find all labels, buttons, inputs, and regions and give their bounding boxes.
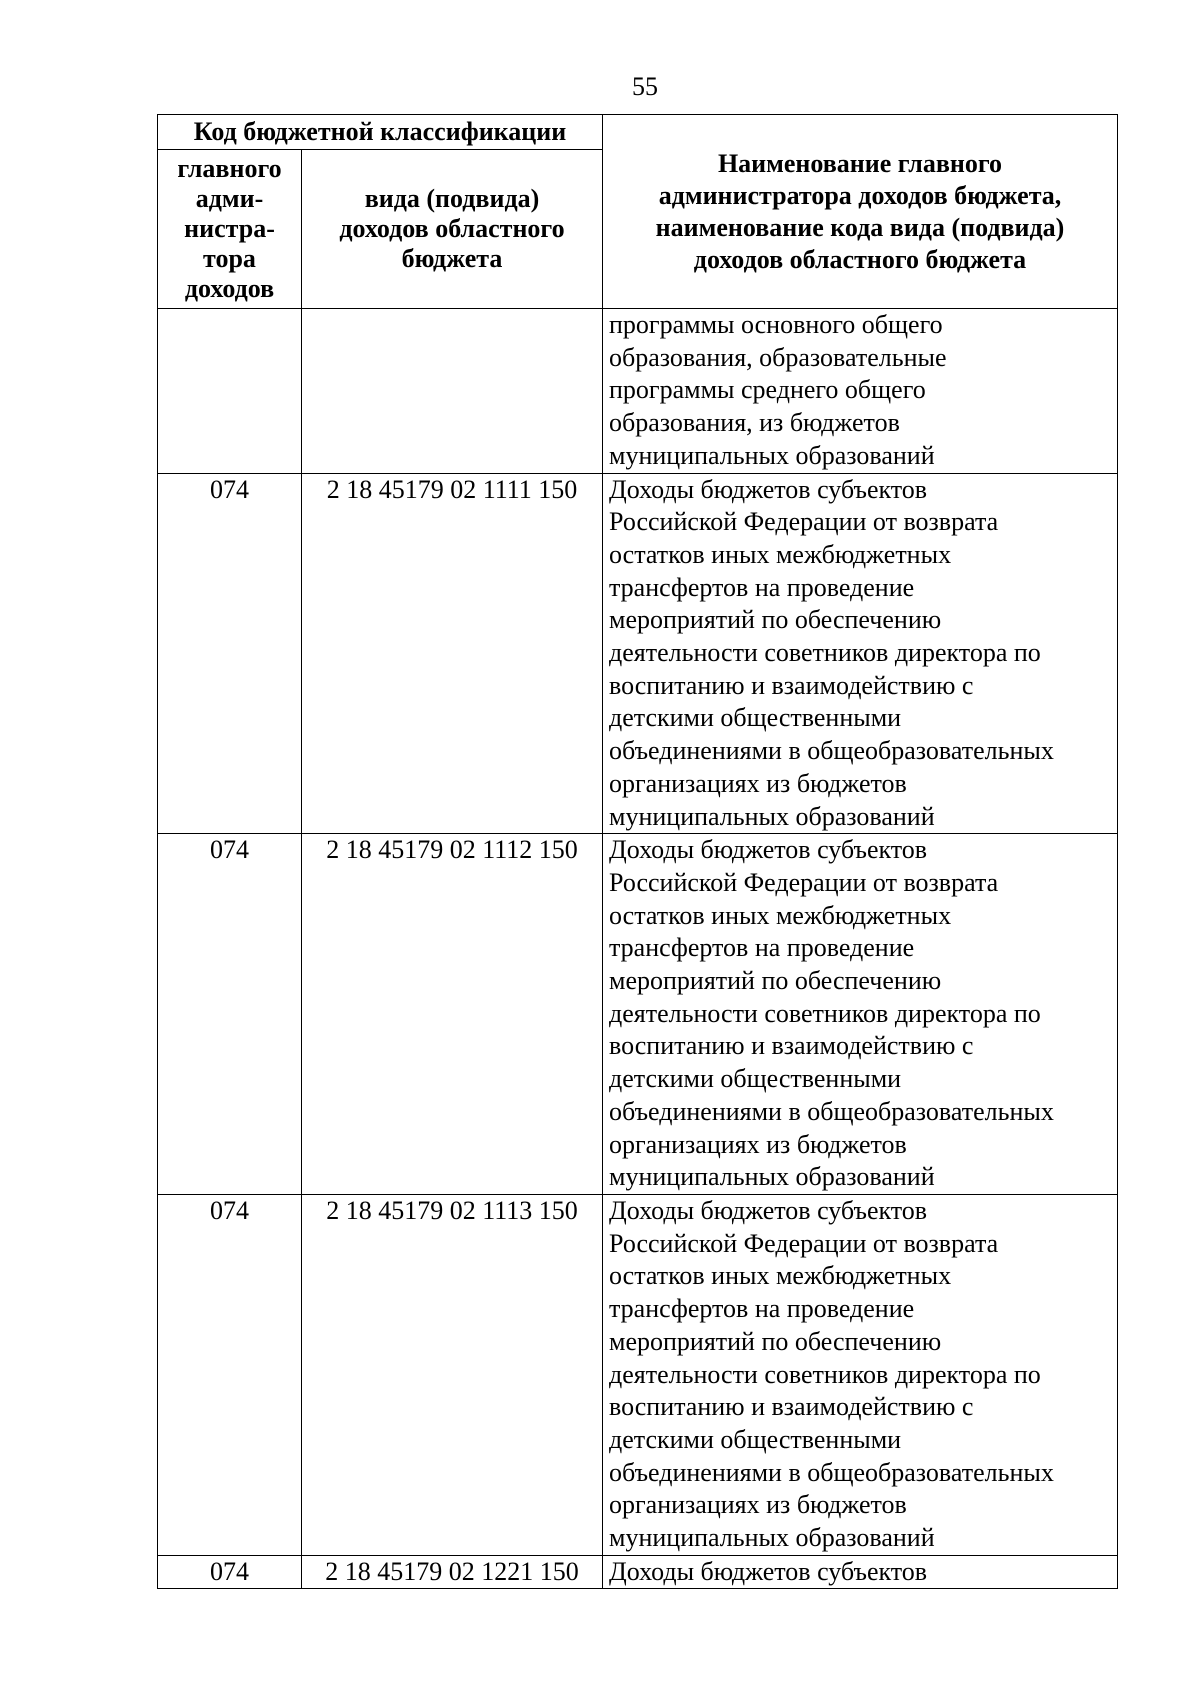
description-line: муниципальных образований xyxy=(609,801,935,831)
description-line: организациях из бюджетов xyxy=(609,1490,907,1520)
header-name-line: администратора доходов бюджета, xyxy=(658,180,1062,210)
description-line: остатков иных межбюджетных xyxy=(609,900,952,930)
description-line: деятельности советников директора по xyxy=(609,638,1041,668)
income-code-cell: 2 18 45179 02 1113 150 xyxy=(302,1194,603,1555)
table-body xyxy=(158,309,1118,1589)
admin-code-cell xyxy=(158,309,302,474)
description-line: детскими общественными xyxy=(609,703,902,733)
description-line: объединениями в общеобразовательных xyxy=(609,1096,1054,1126)
description-cell xyxy=(603,309,1118,474)
description-line: объединениями в общеобразовательных xyxy=(609,736,1054,766)
header-code-line: доходов областного xyxy=(339,214,565,243)
budget-classification-table xyxy=(157,114,1118,1589)
description-line: деятельности советников директора по xyxy=(609,1359,1041,1389)
table-header xyxy=(158,115,1118,309)
header-code-line: вида (подвида) xyxy=(364,184,540,213)
header-code-column xyxy=(302,150,603,309)
description-line: образования, из бюджетов xyxy=(609,408,900,438)
description-line: Доходы бюджетов субъектов xyxy=(609,835,928,865)
table-row xyxy=(158,1194,1118,1555)
income-code-cell: 2 18 45179 02 1221 150 xyxy=(302,1555,603,1589)
description-cell xyxy=(603,1555,1118,1589)
description-line: мероприятий по обеспечению xyxy=(609,605,942,635)
description-line: деятельности советников директора по xyxy=(609,998,1041,1028)
description-line: муниципальных образований xyxy=(609,1162,935,1192)
admin-code-cell: 074 xyxy=(158,1194,302,1555)
admin-code-cell: 074 xyxy=(158,473,302,834)
header-admin-line: тора xyxy=(203,244,256,273)
description-line: воспитанию и взаимодействию с xyxy=(609,670,974,700)
description-line: Российской Федерации от возврата xyxy=(609,867,999,897)
description-line: трансфертов на проведение xyxy=(609,933,915,963)
description-line: муниципальных образований xyxy=(609,440,935,470)
table-row xyxy=(158,473,1118,834)
description-line: Доходы бюджетов субъектов xyxy=(609,474,928,504)
description-line: организациях из бюджетов xyxy=(609,768,907,798)
header-name-line: наименование кода вида (подвида) xyxy=(655,212,1065,242)
description-cell xyxy=(603,1194,1118,1555)
description-line: программы среднего общего xyxy=(609,375,926,405)
header-admin-line: адми- xyxy=(195,184,264,213)
description-line: мероприятий по обеспечению xyxy=(609,966,942,996)
description-line: Доходы бюджетов субъектов xyxy=(609,1195,928,1225)
header-admin-line: доходов xyxy=(184,274,275,303)
description-line: мероприятий по обеспечению xyxy=(609,1326,942,1356)
admin-code-cell: 074 xyxy=(158,1555,302,1589)
description-line: воспитанию и взаимодействию с xyxy=(609,1031,974,1061)
description-line: программы основного общего xyxy=(609,310,943,339)
table-row xyxy=(158,309,1118,474)
description-line: организациях из бюджетов xyxy=(609,1129,907,1159)
description-cell xyxy=(603,834,1118,1195)
header-name-column xyxy=(603,115,1118,309)
header-admin-column xyxy=(158,150,302,309)
description-line: объединениями в общеобразовательных xyxy=(609,1457,1054,1487)
income-code-cell xyxy=(302,309,603,474)
header-budget-code-group: Код бюджетной классификации xyxy=(158,115,603,150)
description-line: образования, образовательные xyxy=(609,342,947,372)
header-admin-line: нистра- xyxy=(184,214,275,243)
admin-code-cell: 074 xyxy=(158,834,302,1195)
description-line: остатков иных межбюджетных xyxy=(609,1261,952,1291)
description-line: Российской Федерации от возврата xyxy=(609,507,999,537)
description-line: детскими общественными xyxy=(609,1064,902,1094)
header-admin-line: главного xyxy=(177,154,282,183)
description-line: Доходы бюджетов субъектов xyxy=(609,1556,928,1586)
header-name-line: Наименование главного xyxy=(717,148,1003,178)
description-line: воспитанию и взаимодействию с xyxy=(609,1392,974,1422)
page-number: 55 xyxy=(632,72,658,101)
description-line: Российской Федерации от возврата xyxy=(609,1228,999,1258)
table-row xyxy=(158,1555,1118,1589)
table-row xyxy=(158,834,1118,1195)
header-name-line: доходов областного бюджета xyxy=(693,244,1027,274)
description-line: детскими общественными xyxy=(609,1424,902,1454)
income-code-cell: 2 18 45179 02 1111 150 xyxy=(302,473,603,834)
income-code-cell: 2 18 45179 02 1112 150 xyxy=(302,834,603,1195)
description-line: муниципальных образований xyxy=(609,1523,935,1553)
description-line: трансфертов на проведение xyxy=(609,1294,915,1324)
description-line: трансфертов на проведение xyxy=(609,572,915,602)
header-code-line: бюджета xyxy=(401,244,503,273)
description-cell xyxy=(603,473,1118,834)
description-line: остатков иных межбюджетных xyxy=(609,539,952,569)
